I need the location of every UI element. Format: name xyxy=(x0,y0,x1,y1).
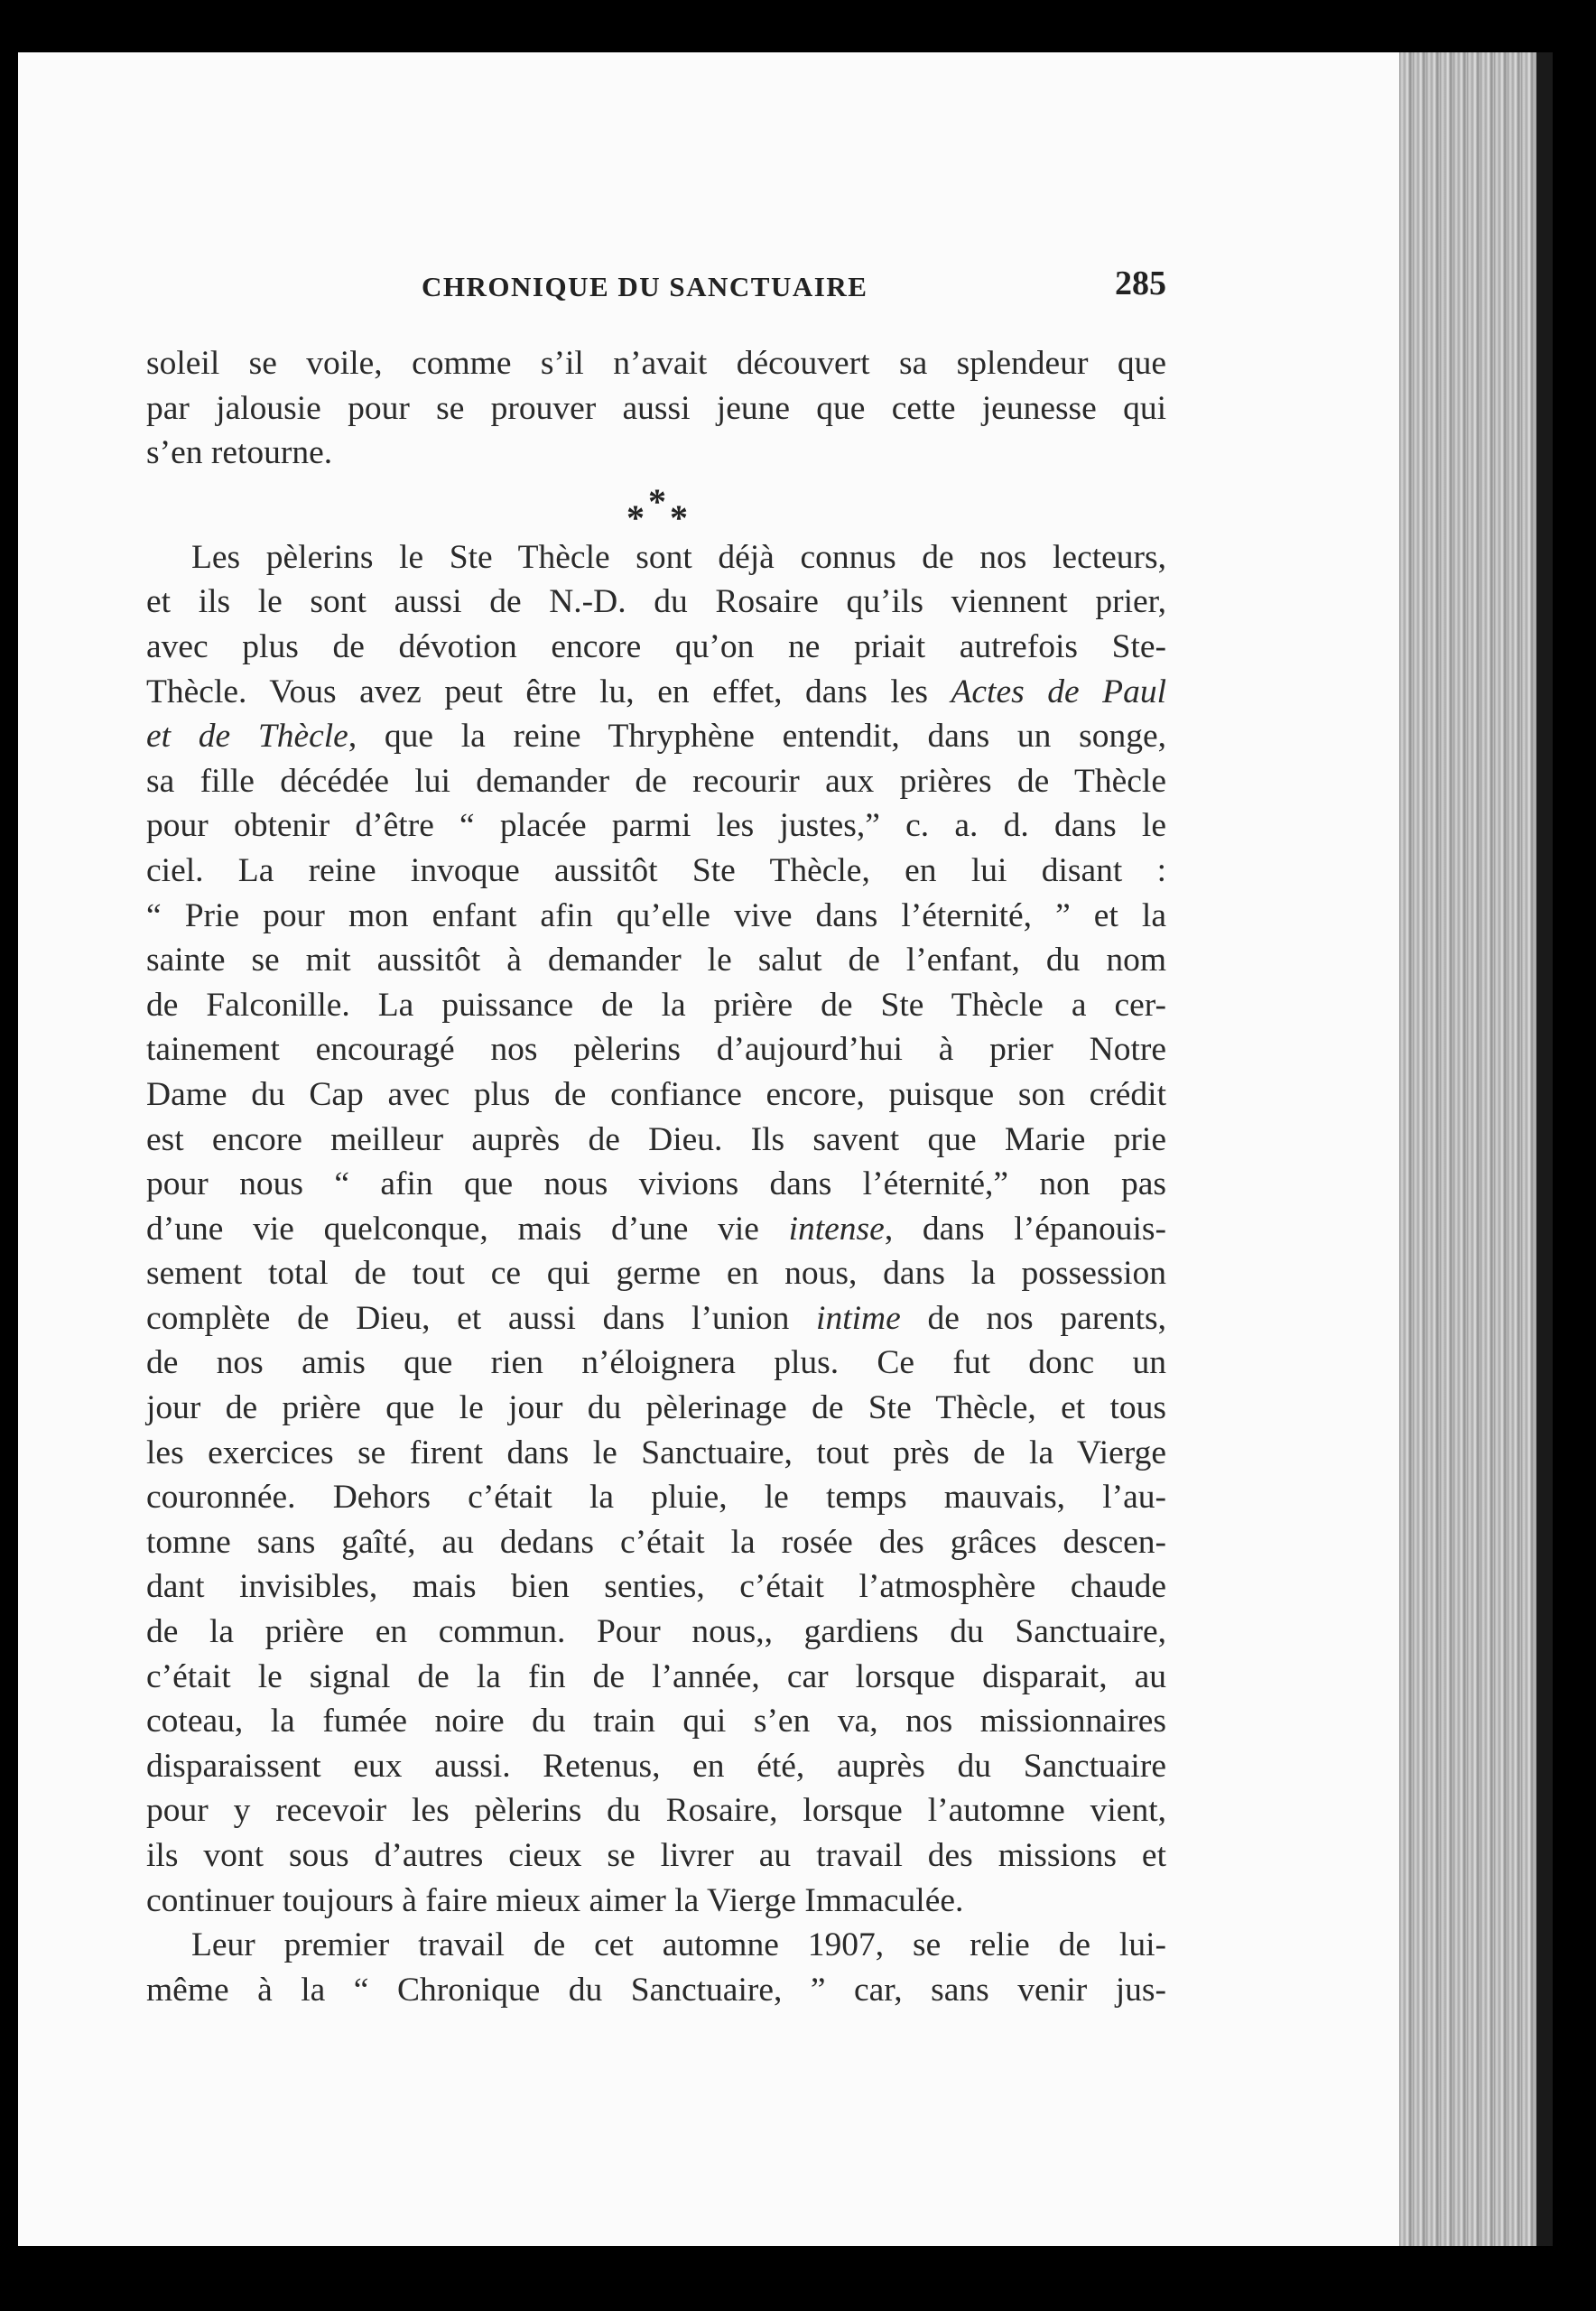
text-line: continuer toujours à faire mieux aimer la Vierge Immaculée. xyxy=(146,1881,964,1919)
text-line: pour obtenir d’être “ placée parmi les justes,” c. a. d. dans le xyxy=(146,807,1166,845)
text-line: couronnée. Dehors c’était la pluie, le temps mauvais, l’au- xyxy=(146,1479,1166,1517)
text-line: même à la “ Chronique du Sanctuaire, ” car, sans venir jus- xyxy=(146,1971,1166,2009)
page-edges xyxy=(1399,52,1553,2246)
text-line: sainte se mit aussitôt à demander le salut de l’enfant, du nom xyxy=(146,942,1166,979)
text-line: soleil se voile, comme s’il n’avait découvert sa splendeur que xyxy=(146,345,1166,382)
asterisk-top: * xyxy=(648,481,666,522)
section-gap xyxy=(146,476,1166,535)
page-number: 285 xyxy=(1115,265,1166,302)
text-line: Dame du Cap avec plus de confiance encore, puisque son crédit xyxy=(146,1075,1166,1113)
text-line: d’une vie quelconque, mais d’une vie intense, dans l’épanouis- xyxy=(146,1210,1166,1248)
text-line: avec plus de dévotion encore qu’on ne priait autrefois Ste- xyxy=(146,627,1166,665)
text-line: de la prière en commun. Pour nous,, gardiens du Sanctuaire, xyxy=(146,1613,1166,1651)
text-line: s’en retourne. xyxy=(146,434,333,472)
italic-title: Actes de Paul xyxy=(951,673,1166,710)
text-line: sement total de tout ce qui germe en nous, dans la possession xyxy=(146,1255,1166,1293)
text-line: complète de Dieu, et aussi dans l’union intime de nos parents, xyxy=(146,1299,1166,1337)
running-title: CHRONIQUE DU SANCTUAIRE xyxy=(422,271,868,302)
text-line: de Falconille. La puissance de la prière de Ste Thècle a cer- xyxy=(146,986,1166,1024)
text-line: dant invisibles, mais bien senties, c’était l’atmosphère chaude xyxy=(146,1568,1166,1606)
italic-title: et de Thècle xyxy=(146,718,348,756)
text-line: c’était le signal de la fin de l’année, car lorsque disparait, au xyxy=(146,1657,1166,1695)
body-text xyxy=(146,341,1166,2012)
italic-word: intense xyxy=(788,1210,885,1248)
text-line: sa fille décédée lui demander de recourir aux prières de Thècle xyxy=(146,762,1166,800)
text-line: tainement encouragé nos pèlerins d’aujourd’hui à prier Notre xyxy=(146,1031,1166,1069)
page-header xyxy=(146,264,1166,309)
asterisk-right: * xyxy=(670,497,688,538)
text-line: Leur premier travail de cet automne 1907, se relie de lui- xyxy=(191,1926,1166,1964)
text-line: Thècle. Vous avez peut être lu, en effet, dans les Actes de Paul xyxy=(146,673,1166,710)
italic-word: intime xyxy=(816,1299,901,1337)
text-line: ils vont sous d’autres cieux se livrer au travail des missions et xyxy=(146,1837,1166,1874)
text-line: et ils le sont aussi de N.-D. du Rosaire qu’ils viennent prier, xyxy=(146,583,1166,621)
text-line: pour y recevoir les pèlerins du Rosaire, lorsque l’automne vient, xyxy=(146,1792,1166,1830)
text-line: jour de prière que le jour du pèlerinage de Ste Thècle, et tous xyxy=(146,1389,1166,1427)
text-line: “ Prie pour mon enfant afin qu’elle vive dans l’éternité, ” et la xyxy=(146,896,1166,934)
text-line: disparaissent eux aussi. Retenus, en été, auprès du Sanctuaire xyxy=(146,1747,1166,1785)
text-line: coteau, la fumée noire du train qui s’en va, nos missionnaires xyxy=(146,1703,1166,1740)
text-line: ciel. La reine invoque aussitôt Ste Thècle, en lui disant : xyxy=(146,851,1166,889)
text-line: par jalousie pour se prouver aussi jeune que cette jeunesse qui xyxy=(146,389,1166,427)
text-line: les exercices se firent dans le Sanctuaire, tout près de la Vierge xyxy=(146,1434,1166,1471)
text-line: pour nous “ afin que nous vivions dans l’éternité,” non pas xyxy=(146,1165,1166,1203)
text-line: et de Thècle, que la reine Thryphène entendit, dans un songe, xyxy=(146,718,1166,756)
text-line: tomne sans gaîté, au dedans c’était la rosée des grâces descen- xyxy=(146,1523,1166,1561)
asterisk-left: * xyxy=(626,497,645,538)
text-line: Les pèlerins le Ste Thècle sont déjà connus de nos lecteurs, xyxy=(191,538,1166,576)
text-line: est encore meilleur auprès de Dieu. Ils savent que Marie prie xyxy=(146,1120,1166,1158)
text-line: de nos amis que rien n’éloignera plus. Ce fut donc un xyxy=(146,1344,1166,1382)
